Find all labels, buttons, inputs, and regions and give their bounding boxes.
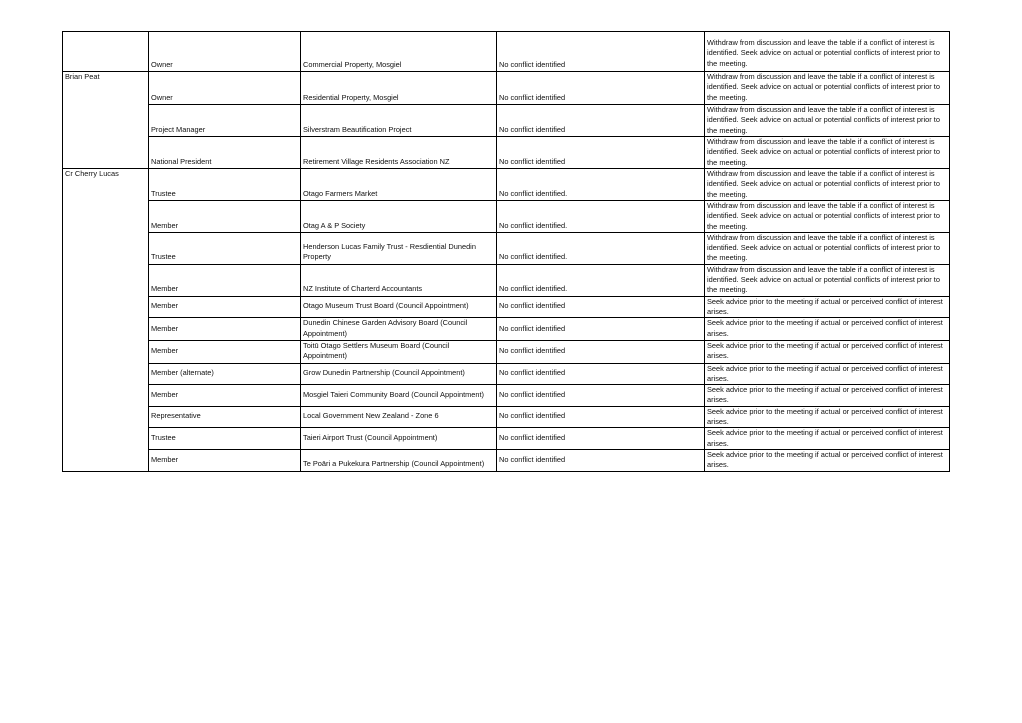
member-name <box>63 385 149 407</box>
table-row <box>63 449 950 471</box>
table-row <box>63 340 950 363</box>
interest-role: Representative <box>149 406 301 428</box>
interest-organisation: Henderson Lucas Family Trust - Resdiential Dunedin Property <box>301 232 497 264</box>
interest-organisation: Retirement Village Residents Association NZ <box>301 137 497 169</box>
conflict-risk: No conflict identified. <box>497 232 705 264</box>
interest-organisation: Grow Dunedin Partnership (Council Appointment) <box>301 363 497 385</box>
management-plan: Withdraw from discussion and leave the table if a conflict of interest is identified. Seek advice on actual or potential conflicts of interest prior to the meeting. <box>705 32 950 72</box>
interest-organisation: Otago Farmers Market <box>301 169 497 201</box>
management-plan: Seek advice prior to the meeting if actual or perceived conflict of interest arises. <box>705 449 950 471</box>
member-name <box>63 318 149 341</box>
interest-role: Member (alternate) <box>149 363 301 385</box>
interest-role: Member <box>149 264 301 296</box>
interest-organisation: NZ Institute of Charterd Accountants <box>301 264 497 296</box>
management-plan: Seek advice prior to the meeting if actual or perceived conflict of interest arises. <box>705 296 950 318</box>
conflict-risk: No conflict identified. <box>497 169 705 201</box>
table-row <box>63 169 950 201</box>
interest-organisation: Taieri Airport Trust (Council Appointment) <box>301 428 497 450</box>
member-name <box>63 264 149 296</box>
member-name <box>63 296 149 318</box>
table-row <box>63 72 950 105</box>
member-name <box>63 428 149 450</box>
table-row <box>63 363 950 385</box>
conflict-risk: No conflict identified <box>497 137 705 169</box>
conflict-risk: No conflict identified. <box>497 264 705 296</box>
conflict-risk: No conflict identified <box>497 406 705 428</box>
member-name: Brian Peat <box>63 72 149 105</box>
member-name <box>63 449 149 471</box>
conflict-risk: No conflict identified <box>497 385 705 407</box>
management-plan: Withdraw from discussion and leave the table if a conflict of interest is identified. Seek advice on actual or potential conflicts of interest prior to the meeting. <box>705 105 950 137</box>
conflict-risk: No conflict identified <box>497 363 705 385</box>
interest-role: National President <box>149 137 301 169</box>
table-row <box>63 137 950 169</box>
conflict-risk: No conflict identified <box>497 340 705 363</box>
management-plan: Withdraw from discussion and leave the table if a conflict of interest is identified. Seek advice on actual or potential conflicts of interest prior to the meeting. <box>705 201 950 233</box>
management-plan: Withdraw from discussion and leave the table if a conflict of interest is identified. Seek advice on actual or potential conflicts of interest prior to the meeting. <box>705 264 950 296</box>
table-row <box>63 232 950 264</box>
table-row <box>63 406 950 428</box>
interest-role: Owner <box>149 72 301 105</box>
management-plan: Seek advice prior to the meeting if actual or perceived conflict of interest arises. <box>705 363 950 385</box>
interest-role: Owner <box>149 32 301 72</box>
management-plan: Withdraw from discussion and leave the table if a conflict of interest is identified. Seek advice on actual or potential conflicts of interest prior to the meeting. <box>705 137 950 169</box>
member-name <box>63 232 149 264</box>
member-name <box>63 201 149 233</box>
interest-organisation: Silverstram Beautification Project <box>301 105 497 137</box>
member-name <box>63 32 149 72</box>
member-name: Cr Cherry Lucas <box>63 169 149 201</box>
interest-role: Project Manager <box>149 105 301 137</box>
table-row <box>63 32 950 72</box>
management-plan: Withdraw from discussion and leave the table if a conflict of interest is identified. Seek advice on actual or potential conflicts of interest prior to the meeting. <box>705 72 950 105</box>
interest-organisation: Toitū Otago Settlers Museum Board (Council Appointment) <box>301 340 497 363</box>
management-plan: Withdraw from discussion and leave the table if a conflict of interest is identified. Seek advice on actual or potential conflicts of interest prior to the meeting. <box>705 169 950 201</box>
interest-organisation: Commercial Property, Mosgiel <box>301 32 497 72</box>
interest-role: Member <box>149 385 301 407</box>
interest-role: Member <box>149 201 301 233</box>
table-row <box>63 201 950 233</box>
conflict-risk: No conflict identified <box>497 32 705 72</box>
management-plan: Seek advice prior to the meeting if actual or perceived conflict of interest arises. <box>705 428 950 450</box>
table-row <box>63 264 950 296</box>
member-name <box>63 137 149 169</box>
interest-organisation: Otago Museum Trust Board (Council Appointment) <box>301 296 497 318</box>
management-plan: Seek advice prior to the meeting if actual or perceived conflict of interest arises. <box>705 340 950 363</box>
interest-organisation: Local Government New Zealand - Zone 6 <box>301 406 497 428</box>
member-name <box>63 340 149 363</box>
interest-organisation: Dunedin Chinese Garden Advisory Board (Council Appointment) <box>301 318 497 341</box>
table-row <box>63 428 950 450</box>
table-row <box>63 105 950 137</box>
conflict-risk: No conflict identified <box>497 318 705 341</box>
management-plan: Seek advice prior to the meeting if actual or perceived conflict of interest arises. <box>705 385 950 407</box>
conflict-risk: No conflict identified <box>497 105 705 137</box>
interest-role: Trustee <box>149 232 301 264</box>
interest-role: Trustee <box>149 169 301 201</box>
interest-organisation: Mosgiel Taieri Community Board (Council Appointment) <box>301 385 497 407</box>
table-row <box>63 385 950 407</box>
member-name <box>63 105 149 137</box>
table-row <box>63 296 950 318</box>
interest-organisation: Te Poāri a Pukekura Partnership (Council Appointment) <box>301 449 497 471</box>
table-row <box>63 318 950 341</box>
management-plan: Seek advice prior to the meeting if actual or perceived conflict of interest arises. <box>705 318 950 341</box>
member-name <box>63 363 149 385</box>
interest-role: Trustee <box>149 428 301 450</box>
interest-role: Member <box>149 318 301 341</box>
conflict-risk: No conflict identified <box>497 428 705 450</box>
interest-organisation: Otag A & P Society <box>301 201 497 233</box>
conflict-risk: No conflict identified. <box>497 201 705 233</box>
conflict-risk: No conflict identified <box>497 449 705 471</box>
member-name <box>63 406 149 428</box>
conflict-risk: No conflict identified <box>497 72 705 105</box>
interest-role: Member <box>149 340 301 363</box>
conflict-risk: No conflict identified <box>497 296 705 318</box>
interest-organisation: Residential Property, Mosgiel <box>301 72 497 105</box>
interest-role: Member <box>149 449 301 471</box>
interest-role: Member <box>149 296 301 318</box>
management-plan: Withdraw from discussion and leave the table if a conflict of interest is identified. Seek advice on actual or potential conflicts of interest prior to the meeting. <box>705 232 950 264</box>
interests-register-table <box>62 31 950 472</box>
management-plan: Seek advice prior to the meeting if actual or perceived conflict of interest arises. <box>705 406 950 428</box>
